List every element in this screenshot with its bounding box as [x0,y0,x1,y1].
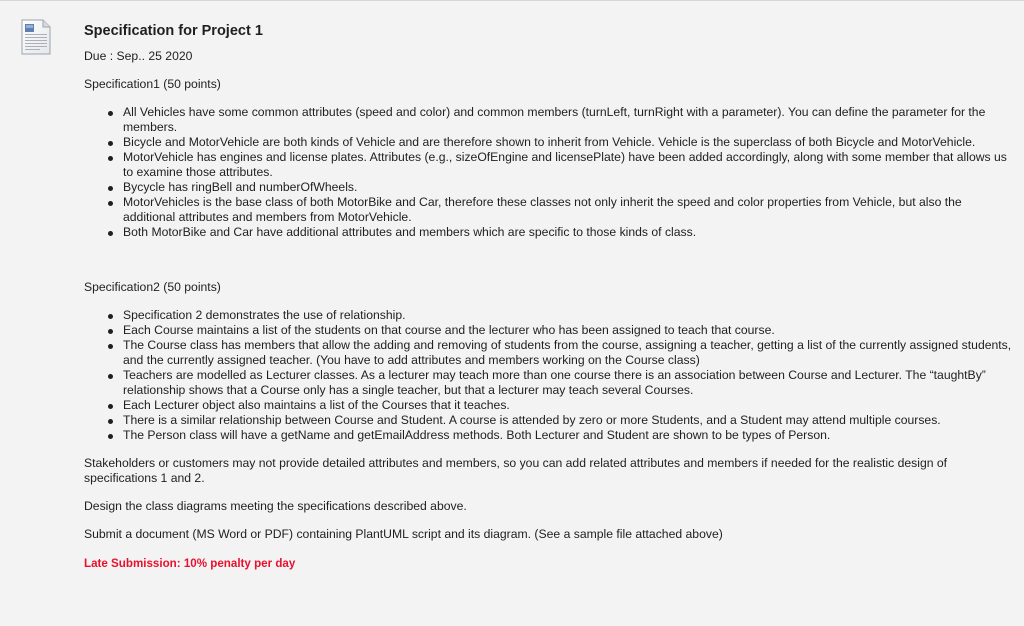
submit-instruction: Submit a document (MS Word or PDF) containing PlantUML script and its diagram. (See a sample file attached above) [84,527,723,541]
list-item: Each Course maintains a list of the students on that course and the lecturer who has been assigned to teach that course. [123,323,1014,338]
list-item: The Course class has members that allow the adding and removing of students from the course, assigning a teacher, getting a list of the currently assigned students, and the currently assigned teacher. (You have to add attributes and members working on the Course class) [123,338,1014,368]
spec2-list [84,308,1014,443]
assignment-title: Specification for Project 1 [84,23,263,39]
list-item: Teachers are modelled as Lecturer classes. As a lecturer may teach more than one course there is an association between Course and Lecturer. The “taughtBy” relationship shows that a Course only has a single teacher, but that a lecturer may teach several Courses. [123,368,1014,398]
list-item: MotorVehicles is the base class of both MotorBike and Car, therefore these classes not only inherit the speed and color properties from Vehicle, but also the additional attributes and members from MotorVehicle. [123,195,1014,225]
list-item: The Person class will have a getName and getEmailAddress methods. Both Lecturer and Student are shown to be types of Person. [123,428,1014,443]
list-item: Bicycle and MotorVehicle are both kinds of Vehicle and are therefore shown to inherit from Vehicle. Vehicle is the superclass of both Bicycle and MotorVehicle. [123,135,1014,150]
spec1-heading: Specification1 (50 points) [84,77,221,91]
document-icon[interactable] [20,19,52,55]
stakeholders-note: Stakeholders or customers may not provide detailed attributes and members, so you can add related attributes and members if needed for the realistic design of specifications 1 and 2. [84,456,948,485]
list-item: Specification 2 demonstrates the use of relationship. [123,308,1014,323]
list-item: All Vehicles have some common attributes (speed and color) and common members (turnLeft, turnRight with a parameter). You can define the parameter for the members. [123,105,1014,135]
spec1-list [84,105,1014,240]
list-item: MotorVehicle has engines and license plates. Attributes (e.g., sizeOfEngine and licensePlate) have been added accordingly, along with some member that allows us to examine those attributes. [123,150,1014,180]
late-penalty-notice: Late Submission: 10% penalty per day [84,557,296,570]
list-item: There is a similar relationship between Course and Student. A course is attended by zero or more Students, and a Student may attend multiple courses. [123,413,1014,428]
list-item: Bycycle has ringBell and numberOfWheels. [123,180,1014,195]
top-divider [0,0,1024,1]
list-item: Each Lecturer object also maintains a list of the Courses that it teaches. [123,398,1014,413]
design-instruction: Design the class diagrams meeting the specifications described above. [84,499,467,513]
assignment-content [84,22,1014,571]
spec2-heading: Specification2 (50 points) [84,280,221,294]
list-item: Both MotorBike and Car have additional attributes and members which are specific to those kinds of class. [123,225,1014,240]
due-date: Due : Sep.. 25 2020 [84,49,193,63]
